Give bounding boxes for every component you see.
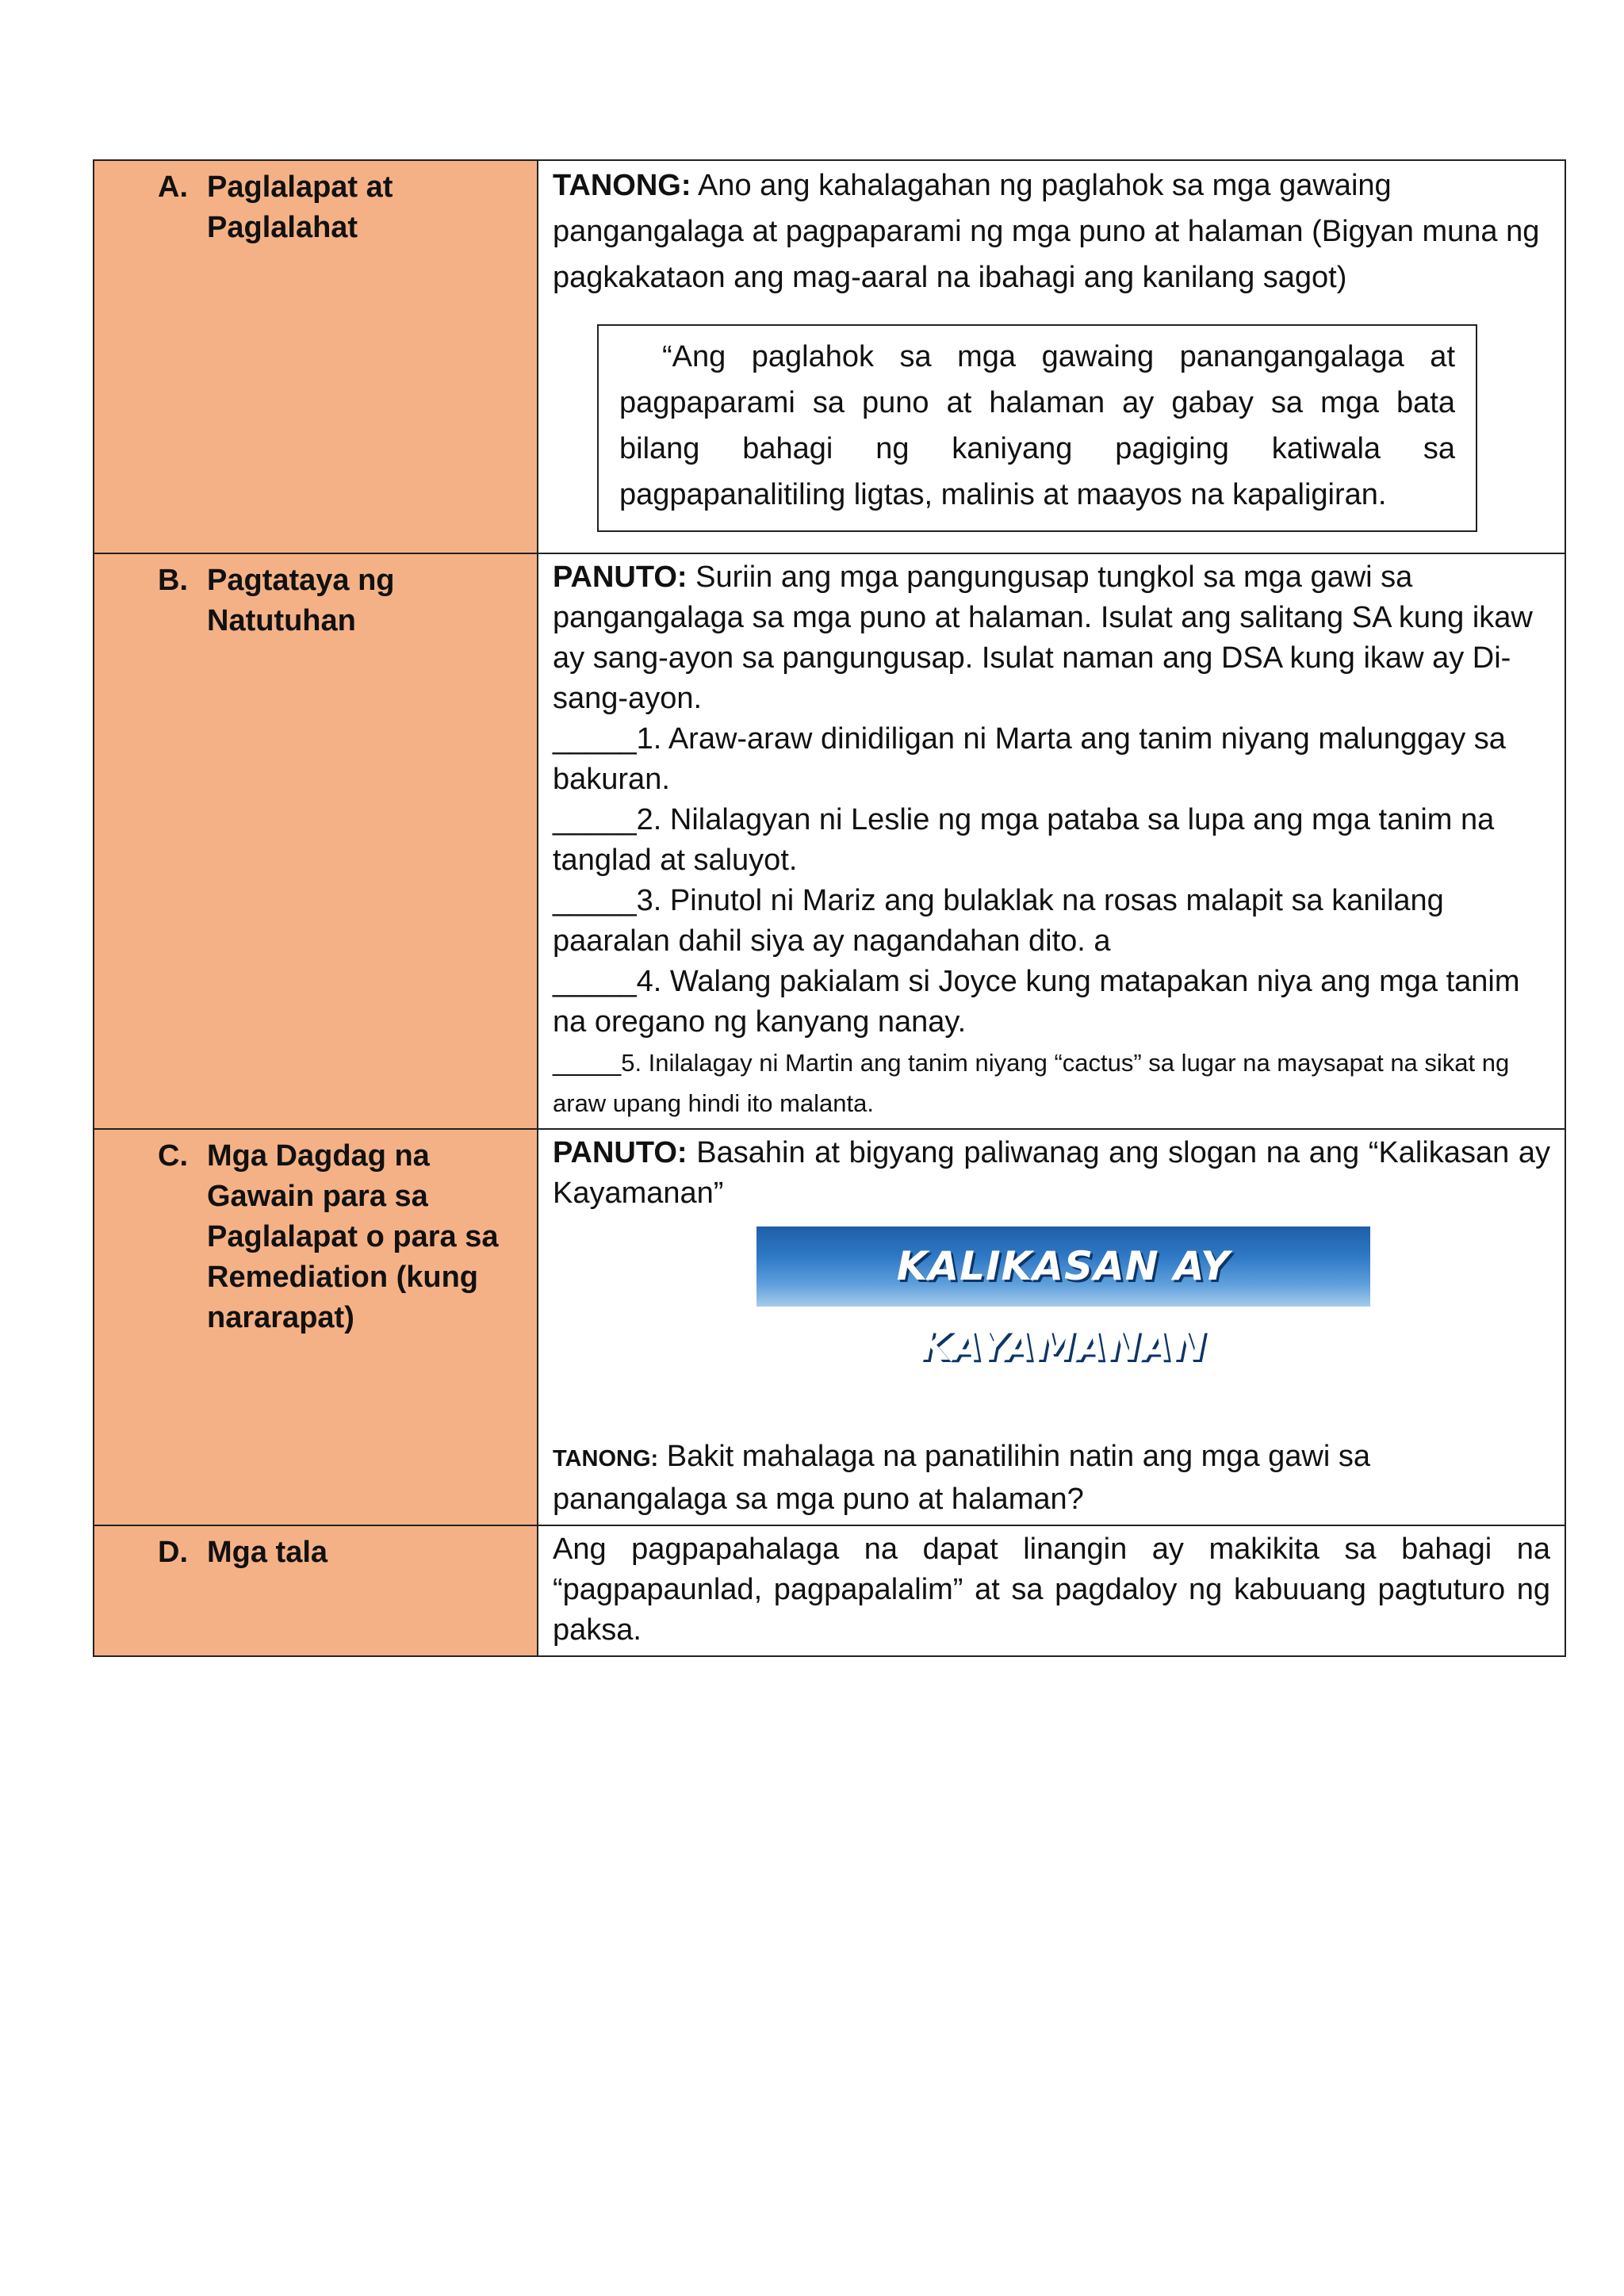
lesson-plan-table (93, 159, 1566, 1657)
question-label: TANONG: (553, 169, 691, 202)
instruction-text: Basahin at bigyang paliwanag ang slogan na ang “Kalikasan ay Kayamanan” (553, 1136, 1550, 1210)
section-a-title: Paglalapat at Paglalahat (207, 170, 393, 244)
instruction-label: PANUTO: (553, 1136, 688, 1169)
section-b-row (94, 553, 1565, 1129)
section-b-content-cell (538, 553, 1565, 1129)
question-text: Ano ang kahalagahan ng paglahok sa mga gawaing pangangalaga at pagpaparami ng mga puno at halaman (Bigyan muna ng pagkakataon ang mag-aaral na ibahagi ang kanilang sagot) (553, 169, 1540, 294)
section-b-instruction (553, 557, 1550, 719)
answer-quote-box (597, 324, 1477, 532)
question-text: Bakit mahalaga na panatilihin natin ang mga gawi sa panangalaga sa mga puno at halaman? (553, 1440, 1370, 1516)
section-d-content-cell (538, 1525, 1565, 1656)
section-c-label-cell (94, 1129, 538, 1525)
section-a-question (538, 161, 1565, 305)
section-d-label-cell (94, 1525, 538, 1656)
slogan-banner: KALIKASAN AY KAYAMANAN (756, 1226, 1370, 1307)
section-a-label-cell (94, 160, 538, 553)
section-b-heading (94, 554, 537, 641)
section-b-letter: B. (158, 564, 188, 597)
assessment-item: _____1. Araw-araw dinidiligan ni Marta ang tanim niyang malunggay sa bakuran. (553, 722, 1506, 796)
section-c-title: Mga Dagdag na Gawain para sa Paglalapat o para sa Remediation (kung nararapat) (207, 1139, 499, 1334)
section-b-body (538, 554, 1565, 1128)
section-c-letter: C. (158, 1139, 188, 1173)
instruction-label: PANUTO: (553, 561, 688, 594)
section-c-content-cell (538, 1129, 1565, 1525)
section-c-row (94, 1129, 1565, 1525)
section-a-row (94, 160, 1565, 553)
assessment-item: _____5. Inilalagay ni Martin ang tanim niyang “cactus” sa lugar na maysapat na sikat ng araw upang hindi ito malanta. (553, 1049, 1510, 1117)
section-d-letter: D. (158, 1536, 188, 1569)
section-c-instruction (538, 1130, 1565, 1219)
section-d-notes: Ang pagpapahalaga na dapat linangin ay makikita sa bahagi na “pagpapaunlad, pagpapalalim” at sa pagdaloy ng kabuuang pagtuturo ng paksa. (553, 1533, 1550, 1647)
question-label: TANONG: (553, 1446, 659, 1471)
section-b-label-cell (94, 553, 538, 1129)
assessment-item: _____2. Nilalagyan ni Leslie ng mga pataba sa lupa ang mga tanim na tanglad at saluyot. (553, 803, 1495, 877)
section-a-content-cell (538, 160, 1565, 553)
section-d-title: Mga tala (207, 1536, 328, 1569)
section-b-title: Pagtataya ng Natutuhan (207, 564, 395, 637)
answer-quote-text: “Ang paglahok sa mga gawaing panangangalaga at pagpaparami sa puno at halaman ay gabay sa mga bata bilang bahagi ng kaniyang pagiging katiwala sa pagpapanalitiling ligtas, malinis at maayos na kapaligiran. (619, 340, 1455, 511)
section-d-row (94, 1525, 1565, 1656)
section-a-heading (94, 161, 537, 248)
assessment-item: _____3. Pinutol ni Mariz ang bulaklak na rosas malapit sa kanilang paaralan dahil siya ay nagandahan dito. a (553, 884, 1444, 958)
instruction-text: Suriin ang mga pangungusap tungkol sa mga gawi sa pangangalaga sa mga puno at halaman. Isulat ang salitang SA kung ikaw ay sang-ayon sa pangungusap. Isulat naman ang DSA kung ikaw ay Di-sang-ayon. (553, 561, 1533, 715)
section-a-letter: A. (158, 170, 188, 204)
section-c-question (538, 1433, 1565, 1525)
section-d-heading (94, 1526, 537, 1573)
section-c-heading (94, 1130, 537, 1338)
assessment-item: _____4. Walang pakialam si Joyce kung matapakan niya ang mga tanim na oregano ng kanyang nanay. (553, 965, 1520, 1039)
